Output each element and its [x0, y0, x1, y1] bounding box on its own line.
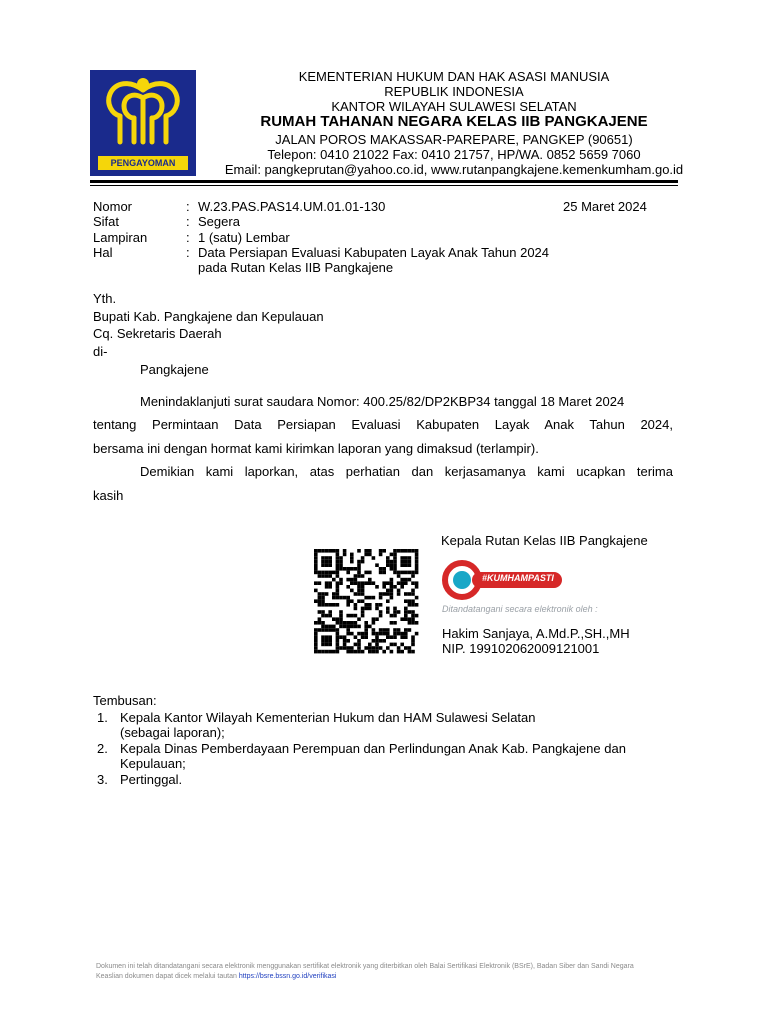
cc-item-3-line1: Pertinggal. [120, 772, 183, 787]
signatory-nip: NIP. 199102062009121001 [442, 641, 600, 656]
hal-value-line2: pada Rutan Kelas IIB Pangkajene [198, 260, 394, 275]
signatory-name: Hakim Sanjaya, A.Md.P.,SH.,MH [442, 626, 630, 641]
cc-item-1-line1: Kepala Kantor Wilayah Kementerian Hukum dan HAM Sulawesi Selatan [120, 710, 536, 725]
qr-code-icon [312, 548, 422, 656]
cc-item-1-number: 1. [97, 710, 108, 725]
body-p2-line1: Demikian kami laporkan, atas perhatian dan kerjasamanya kami ucapkan terima [140, 464, 673, 479]
letterhead-divider-thin [90, 185, 678, 186]
nomor-label: Nomor [93, 199, 133, 214]
letterhead-line-regional-office: KANTOR WILAYAH SULAWESI SELATAN [331, 99, 577, 114]
ministry-logo [90, 70, 196, 176]
recipient-line4: Pangkajene [140, 362, 209, 377]
kumhampasti-text: #KUMHAMPASTI [482, 573, 554, 583]
letterhead-address: JALAN POROS MAKASSAR-PAREPARE, PANGKEP (90651) [275, 132, 633, 147]
letter-date: 25 Maret 2024 [563, 199, 647, 214]
letterhead-email: Email: pangkeprutan@yahoo.co.id, www.rutanpangkajene.kemenkumham.go.id [224, 162, 684, 177]
recipient-line3: di- [93, 344, 108, 359]
recipient-line2: Cq. Sekretaris Daerah [93, 326, 222, 341]
body-p1-line3: bersama ini dengan hormat kami kirimkan laporan yang dimaksud (terlampir). [93, 441, 539, 456]
sifat-colon: : [186, 214, 190, 229]
nomor-colon: : [186, 199, 190, 214]
footer-line1: Dokumen ini telah ditandatangani secara elektronik menggunakan sertifikat elektronik yang diterbitkan oleh Balai Sertifikasi Elektronik (BSrE), Badan Siber dan Sandi Negara [96, 963, 634, 970]
cc-item-2-line2: Kepulauan; [120, 756, 186, 771]
nomor-value: W.23.PAS.PAS14.UM.01.01-130 [198, 199, 386, 214]
verification-link[interactable]: https://bsre.bssn.go.id/verifikasi [238, 973, 337, 980]
cc-item-2-number: 2. [97, 741, 108, 756]
letterhead-institution: RUMAH TAHANAN NEGARA KELAS IIB PANGKAJENE [260, 113, 648, 130]
e-sign-footer [96, 962, 634, 982]
letterhead-line-country: REPUBLIK INDONESIA [384, 84, 524, 99]
letterhead-institution-wrap [198, 114, 710, 129]
footer-line2-prefix: Keaslian dokumen dapat dicek melalui tautan [96, 973, 237, 980]
signatory-position: Kepala Rutan Kelas IIB Pangkajene [441, 533, 648, 548]
hal-label: Hal [93, 245, 113, 260]
footer-line2 [96, 972, 634, 982]
recipient-line1: Bupati Kab. Pangkajene dan Kepulauan [93, 309, 324, 324]
hal-value-line1: Data Persiapan Evaluasi Kabupaten Layak Anak Tahun 2024 [198, 245, 550, 260]
banyan-tree-icon [90, 70, 196, 160]
cc-item-2-line1: Kepala Dinas Pemberdayaan Perempuan dan Perlindungan Anak Kab. Pangkajene dan [120, 741, 626, 756]
sifat-label: Sifat [93, 214, 120, 229]
logo-label: PENGAYOMAN [98, 156, 188, 170]
lampiran-colon: : [186, 230, 190, 245]
sifat-value: Segera [198, 214, 240, 229]
body-p1-line2: tentang Permintaan Data Persiapan Evaluasi Kabupaten Layak Anak Tahun 2024, [93, 417, 673, 432]
recipient-salutation: Yth. [93, 291, 117, 306]
letterhead-divider-thick [90, 180, 678, 183]
cc-title: Tembusan: [93, 693, 157, 708]
letterhead-line-ministry: KEMENTERIAN HUKUM DAN HAK ASASI MANUSIA [298, 69, 610, 84]
body-p1-line1: Menindaklanjuti surat saudara Nomor: 400.25/82/DP2KBP34 tanggal 18 Maret 2024 [140, 394, 625, 409]
e-signature-note: Ditandatangani secara elektronik oleh : [442, 604, 598, 614]
hal-colon: : [186, 245, 190, 260]
body-p2-line2: kasih [93, 488, 124, 503]
signature-qr-code[interactable] [312, 548, 422, 656]
letterhead-phone: Telepon: 0410 21022 Fax: 0410 21757, HP/WA. 0852 5659 7060 [267, 147, 641, 162]
cc-item-3-number: 3. [97, 772, 108, 787]
kumhampasti-badge [442, 560, 562, 605]
lampiran-value: 1 (satu) Lembar [198, 230, 290, 245]
cc-item-1-line2: (sebagai laporan); [120, 725, 225, 740]
lampiran-label: Lampiran [93, 230, 148, 245]
